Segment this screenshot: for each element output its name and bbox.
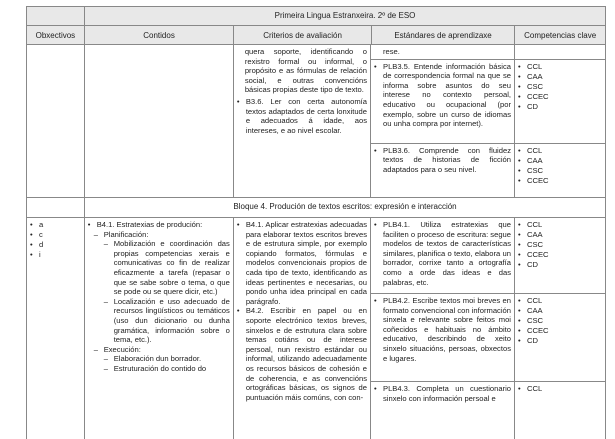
section-block4 [27, 218, 605, 439]
competences-plb42 [515, 294, 605, 381]
criteria-cell [234, 45, 371, 197]
competence-item: • CCL [518, 145, 543, 155]
competence-item: • CAA [518, 71, 543, 81]
competence-item: • CSC [518, 316, 544, 325]
criteria-b36: • B3.6. Ler con certa autonomía textos adaptados de certa lonxitude e adecuados á idade, aos intereses, e ao nivel escolar. [236, 96, 367, 135]
criteria-cell: • B4.1. Aplicar estratexias adecuadas para elaborar textos escritos breves e de estrutura simple, por exemplo copiando formatos, fórmulas e modelos convencionais propios de cada tipo de texto, identificando as ideas pertinentes e necesarias, ou pondo unha idea principal en cada parágrafo. • B4.2. Escribir en papel ou en soporte electrónico textos breves, sinxelos e de estrutura clara sobre temas cotiáns ou de interese persoal, nun rexistro estándar ou informal, utilizando adecuadamente os recursos básicos de cohesión e de coherencia, e as convencións ortográficas básicas, os signos de puntuación máis comúns, con con- [234, 218, 371, 439]
competence-item: • CCEC [518, 91, 549, 101]
competence-item: • CCL [518, 384, 543, 393]
objective-item: • c [30, 230, 43, 239]
competence-item: • CCEC [518, 175, 549, 185]
competence-item: • CSC [518, 165, 544, 175]
execution-item: – Estruturación do contido do [103, 363, 207, 373]
competence-item: • CCL [518, 220, 543, 229]
competence-item: • CCEC [518, 250, 549, 259]
content-b41: B4.1. Estratexias de produción: [96, 220, 203, 229]
content-planning: Planificación: [103, 229, 149, 239]
criteria-b42: B4.2. Escribir en papel ou en soporte electrónico textos breves, sinxelos e de estrutura clara sobre temas cotiáns ou de interese persoal, nun rexistro estándar ou informal, utilizando adecuadamente os recursos básicos de cohesión e de coherencia, e as convencións ortográficas básicas, os signos de puntuación máis comúns, con con- [245, 306, 367, 402]
competence-item: • CCEC [518, 326, 549, 335]
execution-item: – Elaboración dun borrador. [103, 354, 202, 364]
competence-item: • CSC [518, 81, 544, 91]
block4-title: Bloque 4. Produción de textos escritos: expresión e interacción [233, 202, 457, 211]
section-block3-continued [27, 45, 605, 198]
competence-item: • CAA [518, 155, 543, 165]
column-headers [27, 26, 605, 45]
block4-title-row [27, 198, 605, 218]
contents-cell: • B4.1. Estratexias de produción: – Planificación: – Mobilización e coordinación das propias competencias xerais e comunicativas co fin de realizar eficazmente a tarefa (repasar o que se sabe sobre o tema, o que se pode ou se quere dicir, etc.) – Localización e uso adecuado de recursos lingüísticos ou temáticos (uso dun dicionario ou dunha gramática, información sobre o tema, etc.). – Execución: – Elaboración dun borrador. – Estruturación do contido do [85, 218, 234, 439]
objectives-cell [27, 45, 85, 197]
planning-item: – Mobilización e coordinación das propias competencias xerais e comunicativas co fin de realizar eficazmente a tarefa (repasar o que se sabe sobre o tema, o que se pode ou se quere dicir, etc.) [103, 239, 230, 297]
objective-item: • i [30, 250, 41, 259]
header-criterios: Criterios de avaliación [234, 26, 372, 44]
standard-plb41: • PLB4.1. Utiliza estratexias que faciliten o proceso de escritura: segue modelos de textos de características similares, planifica o texto, elabora un borrador, corrixe tanto a ortografía como a orde das ideas e das palabras, etc. [371, 218, 515, 293]
competence-item: • CD [518, 101, 538, 111]
objective-item: • a [30, 220, 44, 229]
competences-plb36 [515, 144, 605, 197]
competences-plb43 [515, 382, 605, 439]
header-estandares: Estándares de aprendizaxe [372, 26, 516, 44]
objective-item: • d [30, 240, 44, 249]
planning-item: – Localización e uso adecuado de recursos lingüísticos ou temáticos (uso dun dicionario ou dunha gramática, información sobre o tema, etc.). [103, 296, 230, 345]
header-competencias: Competencias clave [524, 31, 597, 40]
criteria-continued: quera soporte, identificando o rexistro formal ou informal, o propósito e as fórmulas de relación social, e outras convencións básicas propias deste tipo de texto. [244, 47, 367, 95]
competences-plb41 [515, 218, 605, 293]
content-execution: Execución: [103, 344, 141, 354]
competence-item: • CD [518, 336, 538, 345]
competence-item: • CAA [518, 306, 543, 315]
header-contidos: Contidos [85, 26, 234, 44]
standard-plb43: • PLB4.3. Completa un cuestionario sinxelo con información persoal e [371, 382, 515, 439]
table-title-row [27, 7, 605, 26]
standard-continued: rese. [371, 45, 515, 59]
competence-item: • CD [518, 260, 538, 269]
competence-item: • CSC [518, 240, 544, 249]
header-obxectivos: Obxectivos [27, 26, 85, 44]
contents-cell [85, 45, 234, 197]
table-title: Primeira Lingua Estranxeira. 2º de ESO [274, 11, 416, 20]
standard-plb35: • PLB3.5. Entende información básica de correspondencia formal na que se informa sobre asuntos do seu interese no contexto persoal, educativo ou ocupacional (por exemplo, sobre un curso de idiomas ou unha compra por internet). [371, 60, 515, 143]
standard-plb42: • PLB4.2. Escribe textos moi breves en formato convencional con información sinxela e relevante sobre feitos moi coñecidos e habituais no ámbito educativo, describindo de xeito sinxelo situacións, persoas, obxectos e lugares. [371, 294, 515, 381]
competences-plb35 [515, 60, 605, 143]
competence-item: • CCL [518, 61, 543, 71]
criteria-b41: B4.1. Aplicar estratexias adecuadas para elaborar textos escritos breves e de estrutura simple, por exemplo copiando formatos, fórmulas e modelos convencionais propios de cada tipo de texto, identificando as ideas pertinentes e necesarias, ou pondo unha idea principal en cada parágrafo. [245, 220, 367, 306]
standard-plb36: • PLB3.6. Comprende con fluidez textos de historias de ficción adaptados para o seu nivel. [371, 144, 515, 197]
competence-item: • CAA [518, 230, 543, 239]
competence-item: • CCL [518, 296, 543, 305]
curriculum-table [26, 6, 606, 439]
objectives-cell [27, 218, 85, 439]
